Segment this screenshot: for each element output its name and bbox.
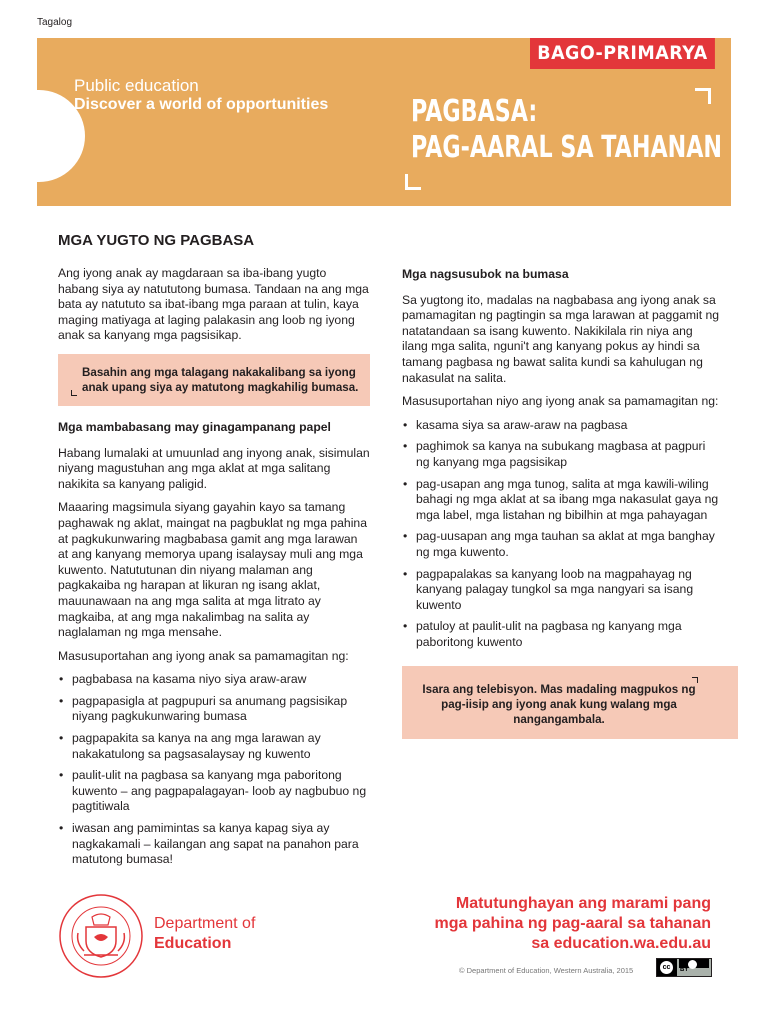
corner-bracket-bottom-left [405, 174, 421, 190]
support-list [402, 418, 720, 651]
subheading-attempting-readers: Mga nagsusubok na bumasa [402, 267, 569, 281]
list-item: • paulit-ulit na pagbasa sa kanyang mga paboritong kuwento – ang pagpapalagayan- loob ay nagbubuo ng pagtitiwala [58, 768, 370, 815]
section-heading: MGA YUGTO NG PAGBASA [58, 232, 255, 249]
title-line-2: PAG-AARAL SA TAHANAN [411, 130, 722, 165]
title-line-1: PAGBASA: [411, 94, 538, 129]
tagline-discover: Discover a world of opportunities [74, 96, 329, 113]
right-column [402, 267, 720, 753]
attribution-person-icon [688, 960, 697, 969]
website-cta [381, 894, 711, 954]
cta-line-1: Matutunghayan ang marami pang [455, 895, 711, 912]
list-item: • pagbabasa na kasama niyo siya araw-araw [58, 672, 370, 688]
list-item: • pagpapasigla at pagpupuri sa anumang pagsisikap niyang pagkukunwaring bumasa [58, 694, 370, 725]
cc-circle-icon: cc [659, 960, 674, 975]
list-item: • pag-usapan ang mga tunog, salita at mga kawili-wiling bahagi ng mga aklat at sa ibang mga nakasulat gaya ng mga label, mga listahan ng bibilhin at mga pahayagan [402, 477, 720, 524]
left-column [58, 266, 370, 874]
cta-line-2: mga pahina ng pag-aaral sa tahanan [434, 915, 711, 932]
list-item: • pagpapalakas sa kanyang loob na magpahayag ng kanyang palagay tungkol sa mga nangyari sa isang kuwento [402, 567, 720, 614]
department-name [154, 914, 255, 954]
level-badge: BAGO-PRIMARYA [530, 38, 715, 69]
support-intro: Masusuportahan niyo ang iyong anak sa pamamagitan ng: [402, 394, 719, 409]
copyright-notice: © Department of Education, Western Australia, 2015 [459, 966, 634, 975]
callout-text: Isara ang telebisyon. Mas madaling magpukos ng pag-iisip ang iyong anak kung walang mga nangangambala. [422, 683, 696, 727]
page-title [411, 94, 722, 166]
cc-left-block [657, 959, 677, 976]
dept-line-2: Education [154, 935, 232, 952]
tip-callout-left [58, 354, 370, 406]
tagline-public-education: Public education [74, 76, 199, 95]
dept-line-1: Department of [154, 915, 256, 932]
callout-text: Basahin ang mga talagang nakakalibang sa iyong anak upang siya ay matutong magkahilig bumasa. [82, 365, 359, 394]
paragraph: Maaaring magsimula siyang gayahin kayo sa tamang paghawak ng aklat, maingat na pagbuklat ng mga pahina at pagkukunwaring magbabasa gamit ang mga larawan at ang kanyang memorya upang isalaysay muli ang mga kuwento. Natututunan din niyang malaman ang pagkakaiba ng harapan at likuran ng isang aklat, mauunawaan na ang mga salita at mga litrato ay magkaiba, at ang mga nakalimbag na salita ay naglalaman ng mga mensahe. [58, 500, 367, 640]
tip-callout-right [402, 666, 738, 739]
list-item: • paghimok sa kanya na subukang magbasa at pagpuri ng kanyang mga pagsisikap [402, 439, 720, 470]
paragraph: Sa yugtong ito, madalas na nagbabasa ang iyong anak sa pamamagitan ng pagtingin sa mga larawan at paggamit ng natatandaan sa isang kuwento. Nakikilala rin niya ang ilang mga salita, nguni't ang kanyang pokus ay hindi sa tamang pagbasa ng bawat salita kundi sa kahulugan ng nakasulat na salita. [402, 292, 720, 385]
intro-paragraph: Ang iyong anak ay magdaraan sa iba-ibang yugto habang siya ay natututong bumasa. Tandaan na ang mga bata ay natututo sa ibat-ibang mga paraan at tulin, kaya maging matiyaga at laging palakasin ang loob ng iyong anak sa kanyang mga pagsisikap. [58, 266, 369, 343]
list-item: • pag-uusapan ang mga tauhan sa aklat at mga banghay ng mga kuwento. [402, 529, 720, 560]
government-crest-icon [58, 893, 144, 979]
callout-bracket-icon [71, 390, 77, 396]
language-label: Tagalog [37, 17, 73, 28]
support-list [58, 672, 370, 868]
paragraph: Habang lumalaki at umuunlad ang inyong anak, sisimulan niyang magustuhan ang mga aklat at mga salitang nakikita sa kanyang paligid. [58, 445, 370, 491]
creative-commons-icon [656, 958, 712, 977]
support-intro: Masusuportahan ang iyong anak sa pamamagitan ng: [58, 648, 349, 663]
header-banner [37, 38, 731, 206]
list-item: • iwasan ang pamimintas sa kanya kapag siya ay nagkakamali – kailangan ang sapat na panahon para matutong bumasa! [58, 821, 370, 868]
subheading-role-readers: Mga mambabasang may ginagampanang papel [58, 419, 331, 434]
cc-by-label: BY [680, 967, 689, 973]
list-item: • kasama siya sa araw-araw na pagbasa [402, 418, 720, 434]
cta-line-3: sa education.wa.edu.au [531, 935, 711, 952]
list-item: • patuloy at paulit-ulit na pagbasa ng kanyang mga paboritong kuwento [402, 619, 720, 650]
list-item: • pagpapakita sa kanya na ang mga larawan ay nakakatulong sa pagsasalaysay ng kuwento [58, 731, 370, 762]
